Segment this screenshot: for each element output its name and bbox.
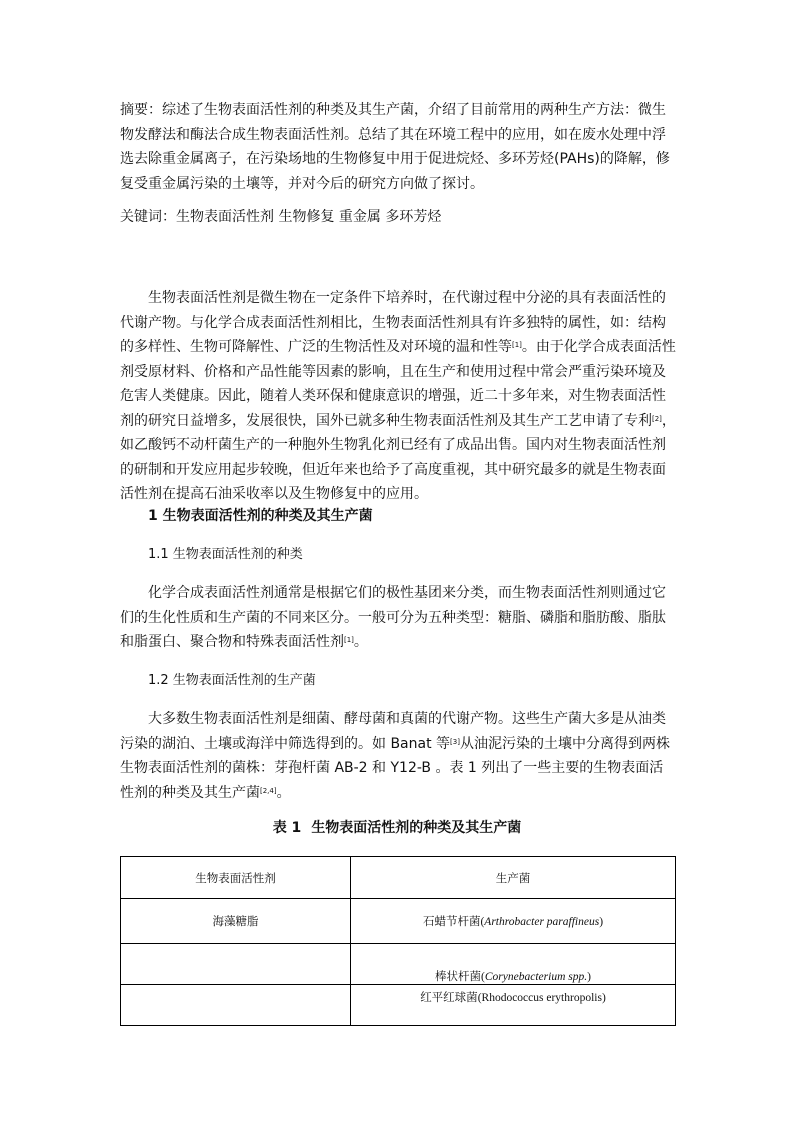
- producer-name-cn: 石蜡节杆菌: [422, 916, 481, 928]
- section-1-heading: 1 生物表面活性剂的种类及其生产菌: [148, 508, 373, 524]
- table-header-cell: 生物表面活性剂: [121, 857, 351, 899]
- table-cell-type: 海藻糖脂: [121, 899, 351, 944]
- citation-ref: [2,4]: [260, 786, 277, 795]
- intro-text-3: ，如乙酸钙不动杆菌生产的一种胞外生物乳化剂已经有了成品出售。国内对生物表面活性剂的研制和开发应用起步较晚，但近年来也给予了高度重视，其中研究最多的就是生物表面活性剂在提高石油采收率以及生物修复中的应用。: [120, 412, 676, 502]
- section-1-2-text-1: 大多数生物表面活性剂是细菌、酵母菌和真菌的代谢产物。这些生产菌大多是从油类污染的湖泊、土壤或海洋中筛选得到的。如 Banat 等: [120, 711, 666, 752]
- intro-text-1: 生物表面活性剂是微生物在一定条件下培养时，在代谢过程中分泌的具有表面活性的代谢产物。与化学合成表面活性剂相比，生物表面活性剂具有许多独特的属性，如：结构的多样性、生物可降解性、广泛的生物活性及对环境的温和性等: [120, 290, 666, 355]
- abstract-paragraph: [120, 98, 676, 196]
- producer-name-latin: Rhodococcus erythropolis: [481, 992, 602, 1004]
- citation-ref: [3]: [450, 737, 460, 746]
- producer-entry: 棒状杆菌(Corynebacterium spp.): [435, 971, 591, 983]
- table-caption-number: 表 1: [272, 820, 302, 836]
- keywords-paragraph: [120, 205, 676, 230]
- producer-entry: 红平红球菌(Rhodococcus erythropolis): [420, 992, 606, 1004]
- keywords-label: 关键词：: [120, 209, 176, 225]
- abstract-label: 摘要：: [120, 102, 162, 118]
- table-cell-type: [121, 944, 351, 985]
- intro-text-2: 。由于化学合成表面活性剂受原材料、价格和产品性能等因素的影响，且在生产和使用过程中常会严重污染环境及危害人类健康。因此，随着人类环保和健康意识的增强，近二十多年来，对生物表面活性剂的研究日益增多，发展很快，国外已就多种生物表面活性剂及其生产工艺申请了专利: [120, 339, 676, 429]
- table-row: [121, 899, 676, 944]
- table-header-row: [121, 857, 676, 899]
- producer-name-cn: 红平红球菌: [420, 992, 478, 1004]
- citation-ref: [2]: [652, 414, 662, 423]
- table-1-caption: [0, 818, 794, 838]
- section-1-1-text-2: 。: [353, 634, 368, 650]
- table-header-cell: 生产菌: [351, 857, 676, 899]
- table-caption-text: 生物表面活性剂的种类及其生产菌: [311, 820, 522, 836]
- table-cell-producer: [351, 985, 676, 1026]
- producer-name-cn: 棒状杆菌: [435, 971, 482, 983]
- section-1-2-text-3: 。: [276, 784, 291, 801]
- section-1-2-paragraph: [120, 707, 676, 805]
- producer-name-latin: Corynebacterium spp.: [484, 971, 588, 983]
- section-1-1-heading: 1.1 生物表面活性剂的种类: [148, 547, 303, 562]
- producer-name-latin: Arthrobacter paraffineus: [484, 916, 600, 928]
- section-1-2-heading: 1.2 生物表面活性剂的生产菌: [148, 673, 316, 688]
- keywords-text: 生物表面活性剂 生物修复 重金属 多环芳烃: [176, 209, 442, 225]
- section-1-2-text-2: 从油泥污染的土壤中分离得到两株生物表面活性剂的菌株：芽孢杆菌 AB-2 和 Y12-B 。表 1 列出了一些主要的生物表面活性剂的种类及其生产菌: [120, 735, 670, 801]
- table-1: [120, 856, 676, 1026]
- section-1-1-paragraph: [120, 581, 676, 655]
- table-cell-producer: 石蜡节杆菌(Arthrobacter paraffineus): [351, 899, 676, 944]
- intro-paragraph: [120, 286, 676, 507]
- table-row: [121, 985, 676, 1026]
- table-cell-producer: [351, 944, 676, 985]
- section-1-1-text-1: 化学合成表面活性剂通常是根据它们的极性基团来分类，而生物表面活性剂则通过它们的生化性质和生产菌的不同来区分。一般可分为五种类型：糖脂、磷脂和脂肪酸、脂肽和脂蛋白、聚合物和特殊表面活性剂: [120, 585, 666, 650]
- citation-ref: [1]: [344, 636, 354, 644]
- table-row: [121, 944, 676, 985]
- table-cell-type: [121, 985, 351, 1026]
- abstract-text: 综述了生物表面活性剂的种类及其生产菌，介绍了目前常用的两种生产方法：微生物发酵法和酶法合成生物表面活性剂。总结了其在环境工程中的应用，如在废水处理中浮选去除重金属离子，在污染场地的生物修复中用于促进烷烃、多环芳烃(PAHs)的降解，修复受重金属污染的土壤等，并对今后的研究方向做了探讨。: [120, 102, 670, 192]
- citation-ref: [1]: [512, 341, 522, 349]
